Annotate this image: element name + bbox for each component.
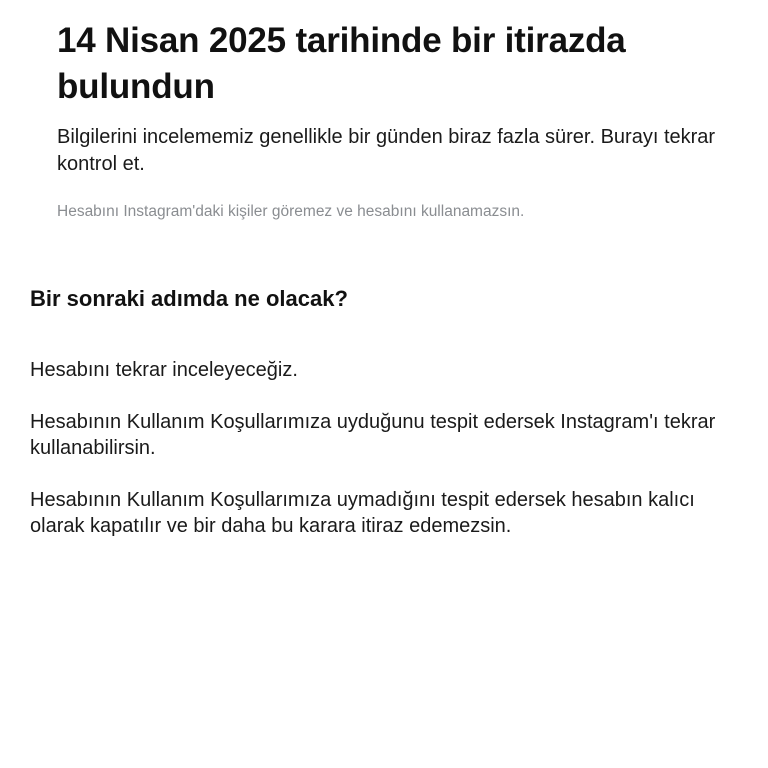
- page-title: 14 Nisan 2025 tarihinde bir itirazda bulundun: [57, 21, 626, 106]
- next-steps-heading: Bir sonraki adımda ne olacak?: [30, 286, 348, 311]
- next-step-item: Hesabının Kullanım Koşullarımıza uyduğunu tespit edersek Instagram'ı tekrar kullanabilirsin.: [30, 411, 716, 459]
- appeal-status-section: [57, 18, 747, 222]
- account-hidden-notice: Hesabını Instagram'daki kişiler göremez ve hesabını kullanamazsın.: [57, 203, 525, 220]
- review-time-message: Bilgilerini incelememiz genellikle bir günden biraz fazla sürer. Burayı tekrar kontrol et.: [57, 126, 716, 175]
- next-steps-section: [30, 284, 750, 539]
- next-step-item: Hesabının Kullanım Koşullarımıza uymadığını tespit edersek hesabın kalıcı olarak kapatılır ve bir daha bu karara itiraz edemezsin.: [30, 489, 695, 537]
- next-step-item: Hesabını tekrar inceleyeceğiz.: [30, 359, 298, 381]
